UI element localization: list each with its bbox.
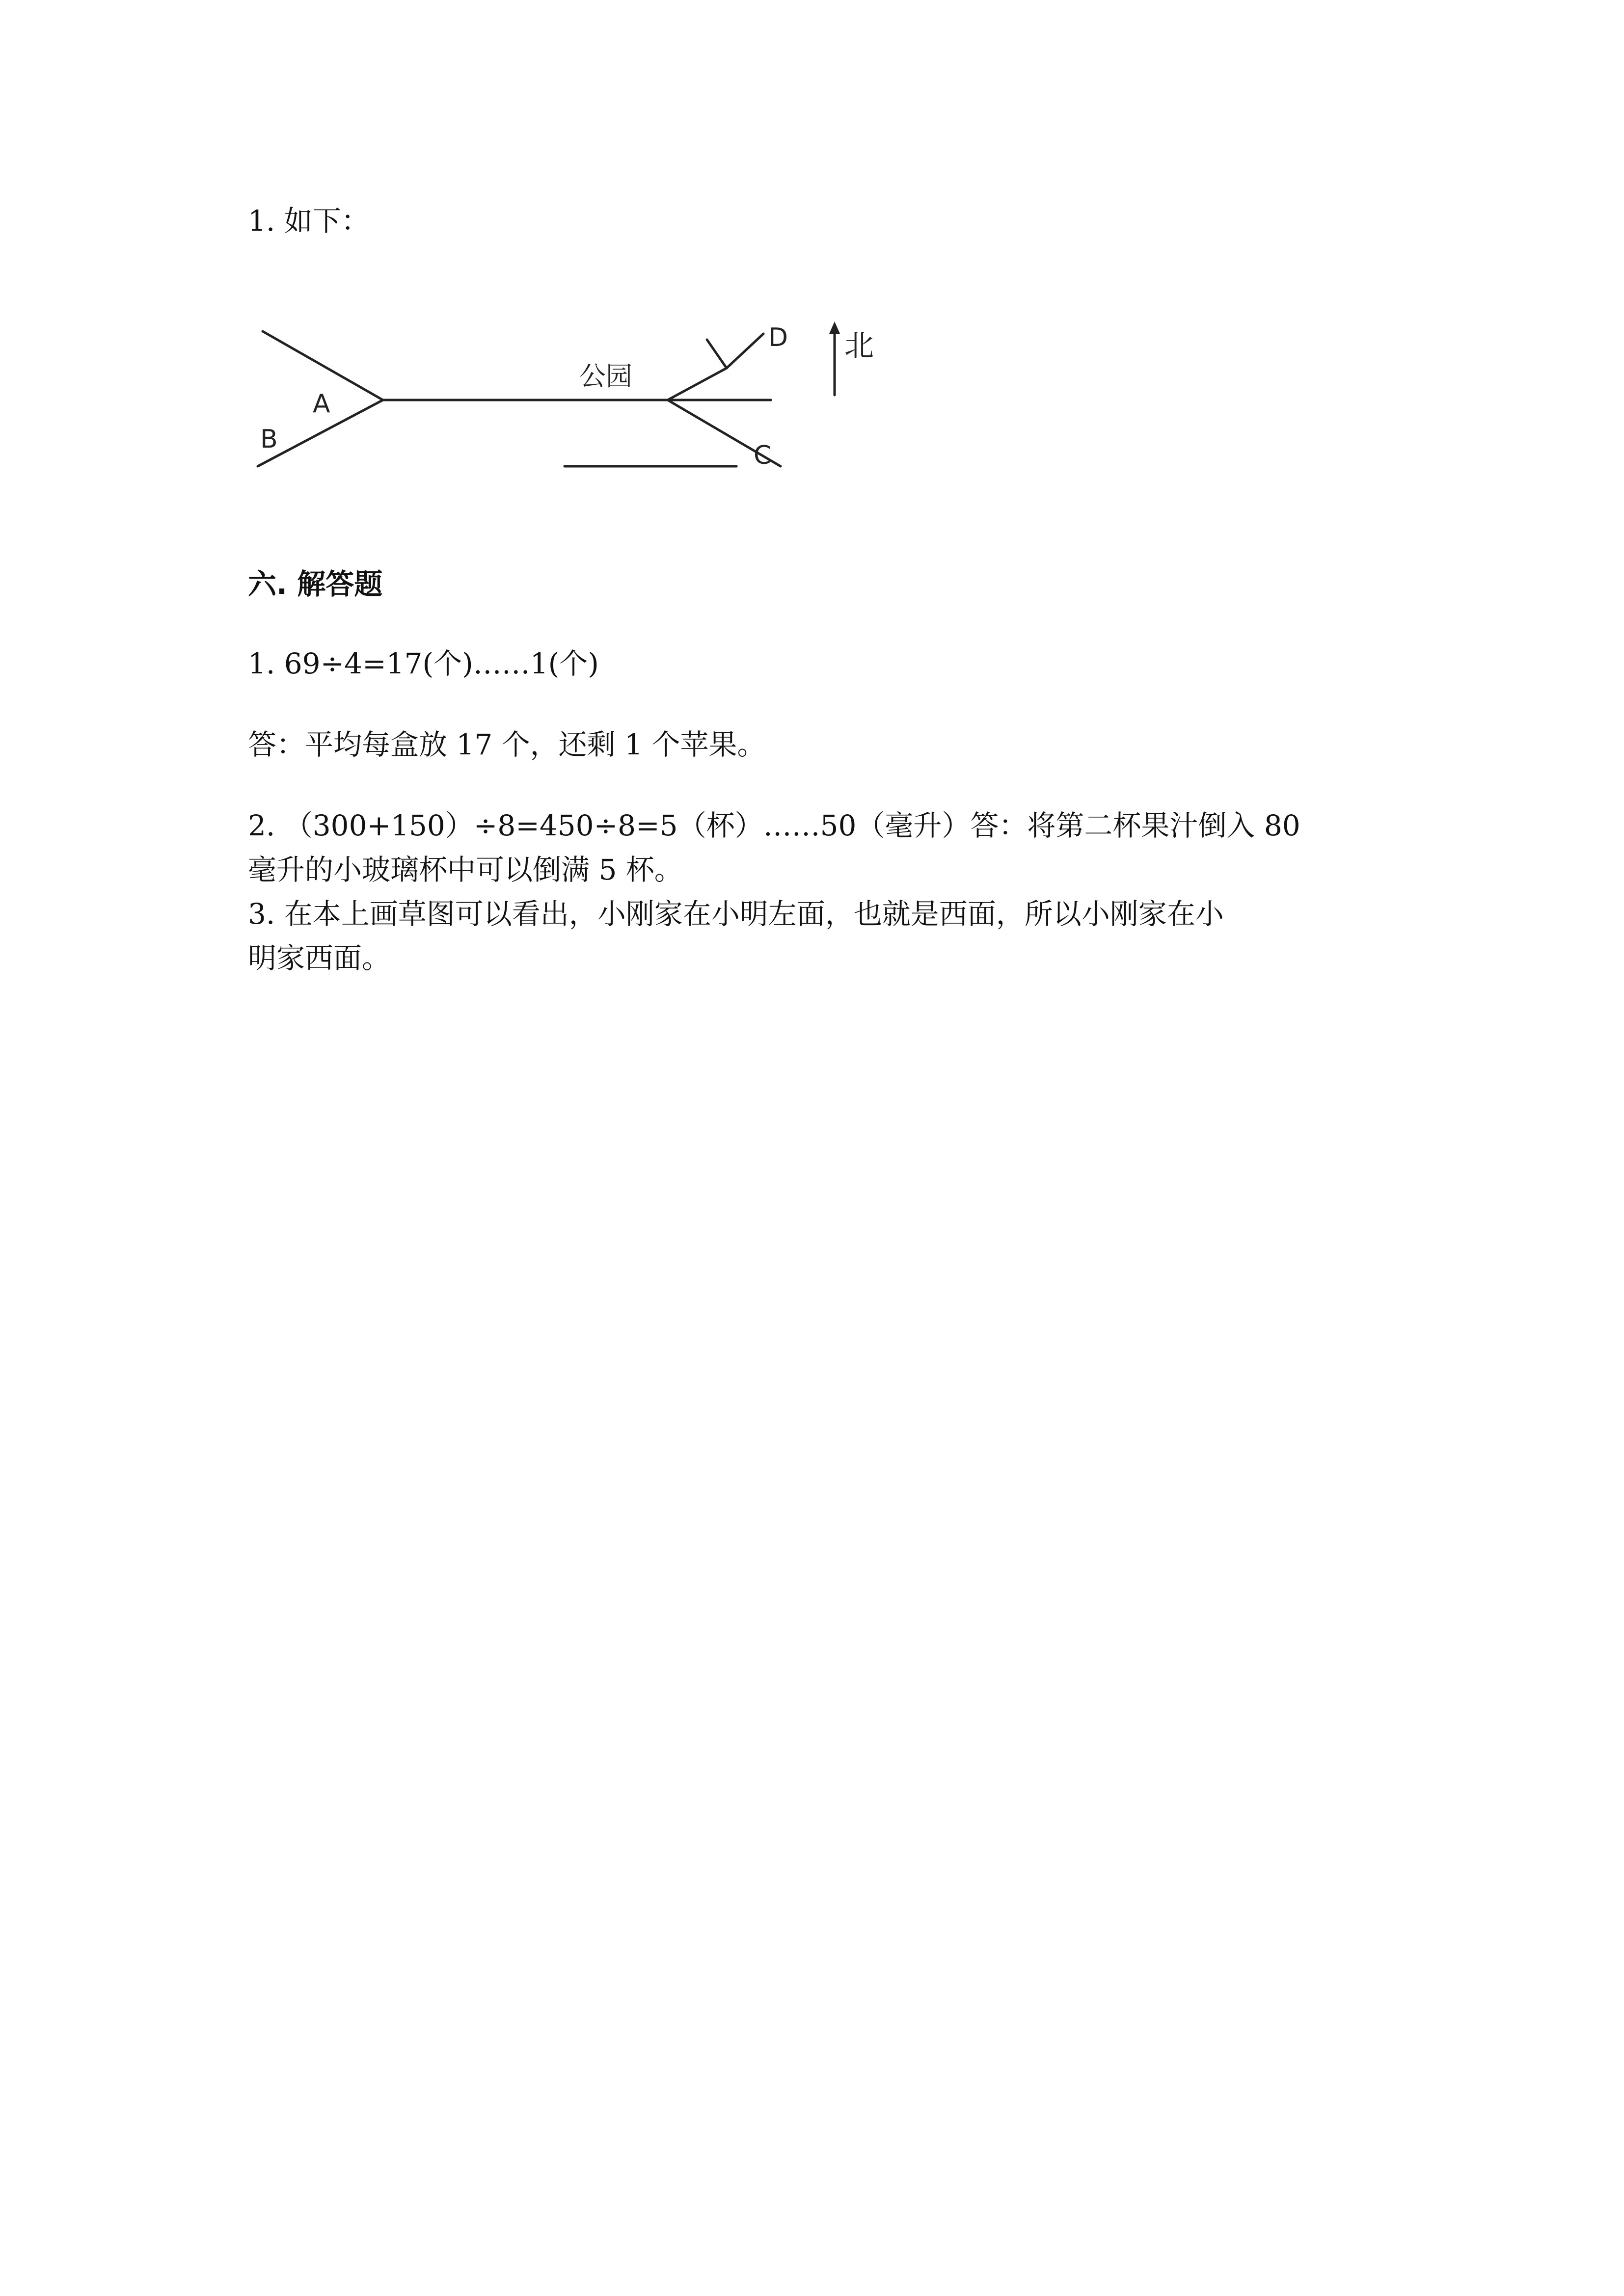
north-arrow-head	[829, 321, 840, 334]
road-d	[668, 368, 727, 400]
q3-line-1: 3. 在本上画草图可以看出，小刚家在小明左面，也就是西面，所以小刚家在小	[248, 897, 1224, 931]
north-label: 北	[844, 329, 874, 363]
point-d-label: D	[768, 323, 788, 352]
q2-line-2: 毫升的小玻璃杯中可以倒满 5 杯。	[248, 853, 683, 886]
item-1-label: 1. 如下：	[248, 204, 370, 238]
section-6-heading: 六. 解答题	[248, 567, 383, 601]
point-c-label: C	[754, 441, 772, 470]
q2-line-1: 2. （300+150）÷8=450÷8=5（杯）……50（毫升）答：将第二杯果汁倒入 80	[248, 809, 1300, 842]
road-d-end	[727, 334, 763, 368]
point-a-label: A	[313, 389, 330, 419]
road-d-spur	[707, 340, 727, 368]
q1-equation: 1. 69÷4=17(个)……1(个)	[248, 647, 599, 680]
park-label: 公园	[579, 361, 632, 392]
route-diagram	[236, 304, 923, 481]
q1-answer: 答：平均每盒放 17 个，还剩 1 个苹果。	[248, 728, 766, 761]
point-b-label: B	[260, 425, 278, 454]
q3-line-2: 明家西面。	[248, 941, 391, 975]
